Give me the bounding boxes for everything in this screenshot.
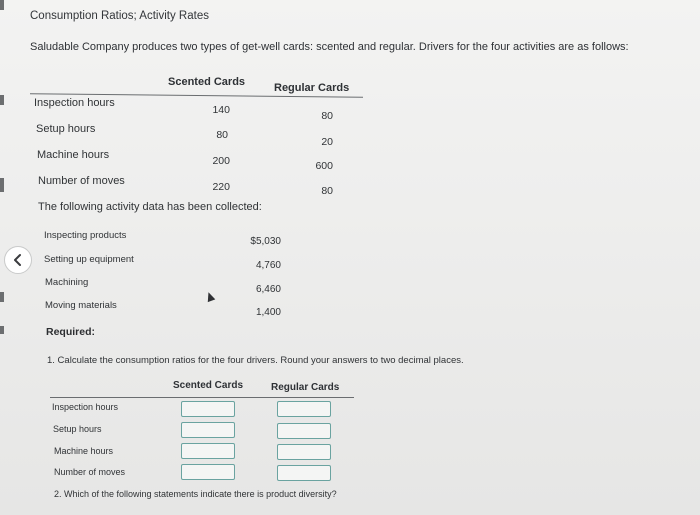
scented-ratio-input[interactable]	[181, 401, 235, 417]
scented-ratio-input[interactable]	[181, 464, 235, 480]
back-button[interactable]	[4, 246, 32, 274]
regular-ratio-input[interactable]	[277, 444, 331, 460]
activity-row-value: $5,030	[250, 236, 281, 247]
window-edge-bar	[0, 95, 4, 105]
regular-ratio-input[interactable]	[277, 465, 331, 481]
window-edge-bar	[0, 326, 4, 334]
driver-row-scented: 220	[212, 181, 230, 193]
required-label: Required:	[46, 326, 96, 338]
regular-ratio-input[interactable]	[277, 423, 331, 439]
scented-ratio-input[interactable]	[181, 443, 235, 459]
activity-row-label: Setting up equipment	[44, 254, 134, 265]
activity-row-label: Moving materials	[45, 300, 117, 311]
driver-row-scented: 140	[212, 104, 230, 116]
driver-row-scented: 80	[216, 129, 228, 141]
window-edge-bar	[0, 0, 4, 10]
activity-row-label: Inspecting products	[44, 230, 127, 241]
activity-row-value: 4,760	[255, 260, 281, 271]
drivers-header-regular: Regular Cards	[274, 82, 350, 94]
drivers-header-scented: Scented Cards	[168, 76, 246, 88]
answer-header-regular: Regular Cards	[271, 382, 340, 393]
activity-row-label: Machining	[45, 277, 89, 288]
driver-row-label: Machine hours	[37, 149, 110, 161]
answer-row-label: Machine hours	[54, 446, 114, 456]
answer-row-label: Setup hours	[53, 424, 102, 434]
chevron-left-icon	[11, 253, 25, 267]
activity-row-value: 1,400	[255, 307, 281, 318]
page-title: Consumption Ratios; Activity Rates	[30, 10, 209, 22]
driver-row-regular: 600	[315, 160, 333, 172]
answer-header-rule	[50, 397, 354, 398]
answer-row-label: Number of moves	[54, 467, 126, 477]
question-1-text: 1. Calculate the consumption ratios for the four drivers. Round your answers to two decimal places.	[47, 355, 464, 366]
activity-row-value: 6,460	[255, 284, 281, 295]
question-2-text: 2. Which of the following statements indicate there is product diversity?	[54, 489, 337, 499]
activity-intro: The following activity data has been collected:	[38, 201, 262, 213]
scented-ratio-input[interactable]	[181, 422, 235, 438]
answer-header-scented: Scented Cards	[173, 380, 244, 391]
problem-intro: Saludable Company produces two types of get-well cards: scented and regular. Drivers for the four activities are as follows:	[30, 41, 629, 53]
answer-row-label: Inspection hours	[52, 402, 119, 412]
driver-row-label: Number of moves	[38, 175, 125, 187]
window-edge-bar	[0, 292, 4, 302]
window-edge-bar	[0, 178, 4, 192]
driver-row-label: Setup hours	[36, 123, 96, 135]
driver-row-label: Inspection hours	[34, 97, 115, 109]
regular-ratio-input[interactable]	[277, 401, 331, 417]
driver-row-scented: 200	[212, 155, 230, 167]
driver-row-regular: 80	[321, 110, 333, 122]
driver-row-regular: 20	[321, 136, 333, 148]
driver-row-regular: 80	[321, 185, 333, 197]
